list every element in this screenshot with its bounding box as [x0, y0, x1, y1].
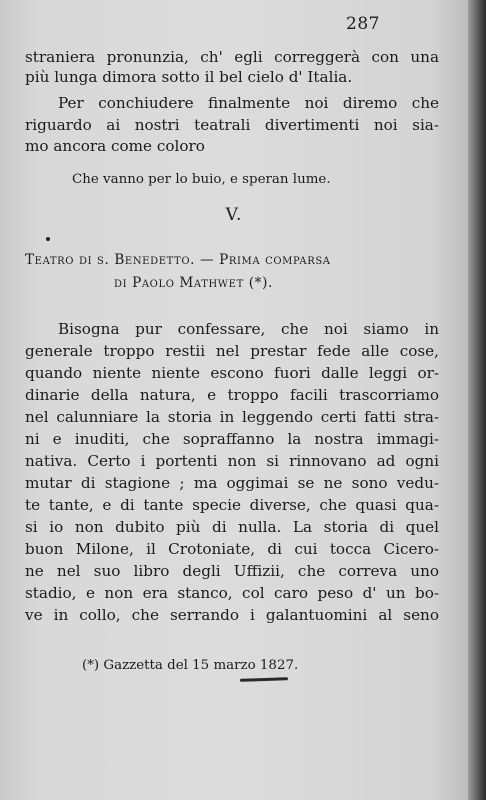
text-line: ni e inuditi, che sopraffanno la nostra immagi-	[25, 430, 439, 448]
text-line: straniera pronunzia, ch' egli correggerà con una	[25, 48, 439, 66]
text-line: quando niente niente escono fuori dalle leggi or-	[25, 364, 439, 382]
text-line: più lunga dimora sotto il bel cielo d' Italia.	[25, 68, 353, 86]
text-line: ne nel suo libro degli Uffizii, che correva uno	[25, 562, 439, 580]
text-line: mo ancora come coloro	[25, 137, 205, 155]
verse-quote: Che vanno per lo buio, e speran lume.	[72, 172, 331, 187]
text-line: generale troppo restii nel prestar fede alle cose,	[25, 342, 439, 360]
page-edge-shadow	[468, 0, 486, 800]
text-line: riguardo ai nostri teatrali divertimenti noi sia-	[25, 116, 439, 134]
text-line: Bisogna pur confessare, che noi siamo in	[58, 320, 439, 338]
text-line: nativa. Certo i portenti non si rinnovano ad ogni	[25, 452, 439, 470]
handwritten-underline	[240, 677, 288, 682]
page-number: 287	[346, 14, 380, 34]
text-line: nel calunniare la storia in leggendo certi fatti stra-	[25, 408, 439, 426]
text-line: te tante, e di tante specie diverse, che quasi qua-	[25, 496, 439, 514]
text-line: si io non dubito più di nulla. La storia di quel	[25, 518, 439, 536]
section-heading-line: Teatro di s. Benedetto. — Prima comparsa	[25, 252, 331, 268]
text-line: mutar di stagione ; ma oggimai se ne sono vedu-	[25, 474, 439, 492]
section-heading-line: di Paolo Mathwet (*).	[114, 275, 273, 291]
text-line: ve in collo, che serrando i galantuomini al seno	[25, 606, 439, 624]
text-line: stadio, e non era stanco, col caro peso d' un bo-	[25, 584, 439, 602]
text-line: dinarie della natura, e troppo facili trascorriamo	[25, 386, 439, 404]
text-line: buon Milone, il Crotoniate, di cui tocca Cicero-	[25, 540, 439, 558]
footnote: (*) Gazzetta del 15 marzo 1827.	[82, 658, 299, 673]
section-numeral: V.	[225, 205, 243, 225]
text-line: Per conchiudere finalmente noi diremo che	[58, 94, 439, 112]
ink-dot	[46, 237, 50, 241]
